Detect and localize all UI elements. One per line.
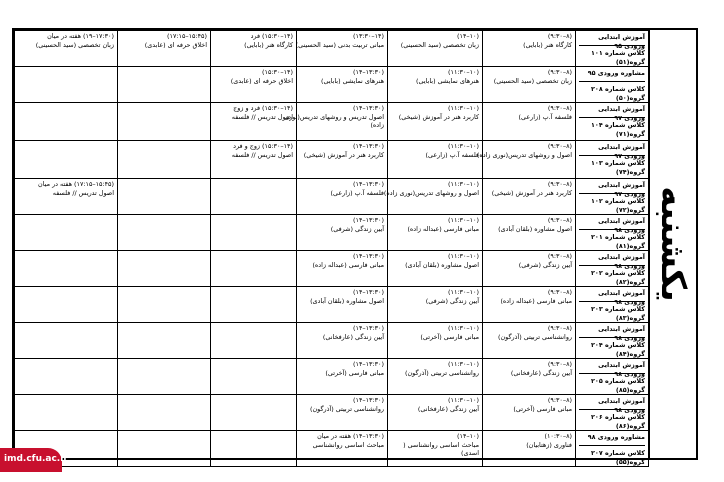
slot-time: (۱۰–۱۱:۳۰) (448, 360, 479, 368)
slot-course: زبان تخصصی (سید الحسینی) (400, 40, 479, 49)
slot-course: کاربرد هنر در آموزش (شیخی) (398, 112, 479, 121)
slot-course: فلسفه آ.پ (زارعی) (330, 188, 384, 197)
slot-course: آیین زندگی (شرفی) (518, 260, 572, 269)
slot-course: هنرهای نمایشی (بابایی) (416, 76, 479, 85)
time-slot-cell (211, 395, 297, 431)
time-slot-cell (388, 215, 483, 251)
schedule-row (15, 67, 649, 103)
time-slot-cell (297, 67, 388, 103)
time-slot-cell (118, 287, 211, 323)
slot-time: (۱۵:۴۵–۱۷:۱۵) (167, 32, 207, 40)
time-slot-cell (483, 395, 576, 431)
slot-time: (۸–۹:۳۰) (547, 216, 572, 224)
slot-course: زبان تخصصی (سید الحسینی) (493, 76, 572, 85)
class-program: آموزش ابتدایی ورودی ۹۸ (579, 215, 645, 230)
schedule-row (15, 251, 649, 287)
schedule-row (15, 215, 649, 251)
time-slot-cell (297, 31, 388, 67)
slot-course: آیین زندگی (عارفخانی) (417, 404, 479, 413)
schedule-table (14, 30, 649, 467)
time-slot-cell (211, 359, 297, 395)
schedule-row (15, 103, 649, 141)
slot-time: (۱۳:۳۰–۱۴) (353, 68, 384, 76)
class-room-group: کلاس شماره ۲۰۳ گروه(۸۳) (591, 305, 645, 322)
time-slot-cell (15, 67, 118, 103)
slot-course: مبانی فارسی (عبداله زاده) (407, 224, 479, 233)
slot-time: (۱۳:۳۰–۱۴) (353, 396, 384, 404)
time-slot-cell (297, 179, 388, 215)
slot-time: (۸–۹:۳۰) (547, 104, 572, 112)
class-program: آموزش ابتدایی ورودی ۹۷ (579, 179, 645, 194)
slot-time: (۱۷:۳۰–۱۹) هفته در میان (47, 32, 114, 40)
class-room-group: کلاس شماره ۱۰۴ گروه(۷۱) (591, 121, 645, 138)
slot-time: (۱۰–۱۱:۳۰) (448, 68, 479, 76)
time-slot-cell (483, 251, 576, 287)
slot-course: روانشناسی تربیتی (آذرگون) (404, 368, 479, 377)
class-program: مشاوره ورودی ۹۸ (579, 431, 645, 446)
time-slot-cell (211, 431, 297, 467)
slot-time: (۱۳:۳۰–۱۴) (353, 104, 384, 112)
schedule-row (15, 323, 649, 359)
time-slot-cell (15, 323, 118, 359)
slot-course: اخلاق حرفه ای (عابدی) (144, 40, 207, 49)
time-slot-cell (118, 141, 211, 179)
class-room-group: کلاس شماره ۱۰۱ گروه(۵۱) (591, 49, 645, 66)
slot-course: اصول و روشهای تدریس(نوری زاده) (383, 188, 479, 197)
slot-time: (۸–۱۰:۳۰) (544, 432, 572, 440)
time-slot-cell (211, 215, 297, 251)
slot-time: (۸–۹:۳۰) (547, 142, 572, 150)
slot-time: (۱۳:۳۰–۱۴) (353, 324, 384, 332)
time-slot-cell (388, 323, 483, 359)
schedule-row (15, 287, 649, 323)
slot-course: مبانی تربیت بدنی (سید الحسینی) (295, 40, 384, 49)
time-slot-cell (388, 431, 483, 467)
slot-time: (۱۰–۱۱:۳۰) (448, 180, 479, 188)
time-slot-cell (483, 323, 576, 359)
class-info-cell (576, 251, 649, 287)
slot-course: آیین زندگی (شرفی) (425, 296, 479, 305)
slot-course: اصول تدریس // فلسفه (231, 150, 293, 159)
class-room-group: کلاس شماره ۲۰۴ گروه(۸۴) (591, 341, 645, 358)
slot-time: (۱۴–۱۳:۳۰) (353, 32, 384, 40)
class-program: آموزش ابتدایی ورودی ۹۸ (579, 395, 645, 410)
slot-course: اصول تدریس و روشهای تدریس(نوری (284, 112, 384, 121)
slot-course: اخلاق حرفه ای (عابدی) (230, 76, 293, 85)
time-slot-cell (297, 395, 388, 431)
time-slot-cell (15, 179, 118, 215)
time-slot-cell (118, 67, 211, 103)
slot-course: فلسفه آ.پ (زارعی) (425, 150, 479, 159)
slot-course: زبان تخصصی (سید الحسینی) (35, 40, 114, 49)
slot-time: (۱۳:۳۰–۱۴) (353, 142, 384, 150)
schedule-row (15, 431, 649, 467)
time-slot-cell (297, 215, 388, 251)
class-info-cell (576, 179, 649, 215)
time-slot-cell (297, 359, 388, 395)
slot-course: کارگاه هنر (بابایی) (244, 40, 293, 49)
time-slot-cell (211, 31, 297, 67)
time-slot-cell (15, 31, 118, 67)
slot-course: هنرهای نمایشی (بابایی) (321, 76, 384, 85)
slot-course: آیین زندگی (شرفی) (330, 224, 384, 233)
class-info-cell (576, 431, 649, 467)
time-slot-cell (211, 287, 297, 323)
time-slot-cell (383, 179, 483, 215)
time-slot-cell (118, 215, 211, 251)
time-slot-cell (15, 141, 118, 179)
slot-course: فناوری (زهتابیان) (526, 440, 572, 449)
time-slot-cell (118, 323, 211, 359)
site-logo[interactable] (0, 448, 68, 472)
time-slot-cell (388, 287, 483, 323)
slot-time: (۱۰–۱۴) (457, 432, 479, 440)
time-slot-cell (118, 395, 211, 431)
class-program: آموزش ابتدایی ورودی ۹۸ (579, 323, 645, 338)
slot-time: (۸–۹:۳۰) (547, 324, 572, 332)
time-slot-cell (211, 67, 297, 103)
slot-time: (۱۰–۱۱:۳۰) (448, 396, 479, 404)
time-slot-cell (211, 323, 297, 359)
slot-course: مبانی فارسی (عبداله زاده) (312, 260, 384, 269)
slot-course: اصول و روشهای تدریس(نوری زاده) (476, 150, 572, 159)
slot-time: (۱۵:۴۵–۱۷:۱۵) هفته در میان (38, 180, 114, 188)
time-slot-cell (15, 395, 118, 431)
time-slot-cell (211, 251, 297, 287)
class-program: آموزش ابتدایی ورودی ۹۷ (579, 141, 645, 156)
class-info-cell (576, 215, 649, 251)
slot-time: (۱۳:۳۰–۱۴) هفته در میان (317, 432, 384, 440)
time-slot-cell (388, 359, 483, 395)
day-band (648, 30, 696, 458)
time-slot-cell (15, 215, 118, 251)
time-slot-cell (388, 67, 483, 103)
slot-course: فلسفه آ.پ (زارعی) (518, 112, 572, 121)
time-slot-cell (118, 179, 211, 215)
time-slot-cell (297, 251, 388, 287)
slot-course: اصول تدریس // فلسفه (52, 188, 114, 197)
slot-time: (۸–۹:۳۰) (547, 32, 572, 40)
day-title: یکشنبه (653, 186, 693, 302)
slot-course: اصول مشاوره (بلقان آبادی) (310, 296, 384, 305)
class-room-group: کلاس شماره ۲۰۸ گروه(۵۰) (591, 85, 645, 102)
schedule-row (15, 395, 649, 431)
time-slot-cell (388, 395, 483, 431)
time-slot-cell (15, 287, 118, 323)
class-info-cell (576, 103, 649, 141)
slot-time: (۱۳:۳۰–۱۴) (353, 216, 384, 224)
time-slot-cell (483, 31, 576, 67)
slot-course: زاده) (370, 121, 384, 129)
schedule-row (15, 359, 649, 395)
class-info-cell (576, 359, 649, 395)
class-program: مشاوره ورودی ۹۵ (579, 67, 645, 82)
time-slot-cell (483, 431, 576, 467)
slot-time: (۱۳:۳۰–۱۴) (353, 180, 384, 188)
class-program: آموزش ابتدایی ورودی ۹۸ (579, 359, 645, 374)
schedule-row (15, 141, 649, 179)
time-slot-cell (483, 359, 576, 395)
schedule-sheet (12, 28, 698, 466)
slot-course: مباحث اساسی روانشناسی (312, 440, 384, 449)
class-room-group: کلاس شماره ۱۰۳ گروه(۷۴) (591, 159, 645, 176)
time-slot-cell (118, 359, 211, 395)
time-slot-cell (297, 287, 388, 323)
slot-time: (۱۰–۱۱:۳۰) (448, 104, 479, 112)
class-info-cell (576, 31, 649, 67)
slot-time: (۸–۹:۳۰) (547, 288, 572, 296)
time-slot-cell (297, 323, 388, 359)
class-info-cell (576, 395, 649, 431)
slot-course: اصول مشاوره (بلقان آبادی) (498, 224, 572, 233)
class-room-group: کلاس شماره ۲۰۵ گروه(۸۵) (591, 377, 645, 394)
slot-course: اسدی) (461, 449, 479, 457)
slot-time: (۱۴–۱۵:۳۰) فرد (250, 32, 293, 40)
slot-time: (۸–۹:۳۰) (547, 68, 572, 76)
slot-time: (۱۴–۱۵:۳۰) زوج و فرد (233, 142, 293, 150)
slot-time: (۱۳:۳۰–۱۴) (353, 252, 384, 260)
slot-time: (۱۴–۱۵:۳۰) فرد و زوج (233, 104, 293, 112)
schedule-row (15, 179, 649, 215)
slot-time: (۸–۹:۳۰) (547, 252, 572, 260)
time-slot-cell (284, 103, 388, 141)
class-room-group: کلاس شماره ۲۰۱ گروه(۸۱) (591, 233, 645, 250)
slot-course: آیین زندگی (عارفخانی) (510, 368, 572, 377)
class-room-group: کلاس شماره ۱۰۲ گروه(۷۲) (591, 197, 645, 214)
class-program: آموزش ابتدایی ورودی ۹۸ (579, 251, 645, 266)
time-slot-cell (211, 141, 297, 179)
time-slot-cell (297, 141, 388, 179)
time-slot-cell (388, 141, 483, 179)
slot-time: (۱۰–۱۱:۳۰) (448, 216, 479, 224)
class-program: آموزش ابتدایی ورودی ۹۷ (579, 103, 645, 118)
time-slot-cell (118, 431, 211, 467)
slot-course: مبانی فارسی (آخرتی) (513, 404, 572, 413)
time-slot-cell (483, 67, 576, 103)
time-slot-cell (483, 103, 576, 141)
slot-course: روانشناسی تربیتی (آذرگون) (309, 404, 384, 413)
slot-course: مباحث اساسی روانشناسی ( (403, 440, 479, 449)
time-slot-cell (211, 179, 297, 215)
class-room-group: کلاس شماره ۲۰۶ گروه(۸۶) (591, 413, 645, 430)
slot-course: مبانی فارسی (عبداله زاده) (500, 296, 572, 305)
time-slot-cell (15, 251, 118, 287)
slot-time: (۱۰–۱۱:۳۰) (448, 324, 479, 332)
time-slot-cell (483, 179, 576, 215)
time-slot-cell (118, 251, 211, 287)
slot-time: (۱۴–۱۵:۳۰) (262, 68, 293, 76)
logo-text: imd.cfu.ac.ir (4, 454, 68, 464)
time-slot-cell (483, 215, 576, 251)
class-info-cell (576, 323, 649, 359)
time-slot-cell (15, 359, 118, 395)
slot-time: (۱۳:۳۰–۱۴) (353, 360, 384, 368)
slot-time: (۸–۹:۳۰) (547, 396, 572, 404)
slot-course: اصول مشاوره (بلقان آبادی) (405, 260, 479, 269)
time-slot-cell (15, 103, 118, 141)
class-info-cell (576, 67, 649, 103)
time-slot-cell (388, 251, 483, 287)
time-slot-cell (388, 31, 483, 67)
time-slot-cell (476, 141, 576, 179)
slot-course: کارگاه هنر (بابایی) (523, 40, 572, 49)
slot-time: (۱۰–۱۱:۳۰) (448, 288, 479, 296)
time-slot-cell (388, 103, 483, 141)
slot-time: (۱۰–۱۴) (457, 32, 479, 40)
time-slot-cell (118, 103, 211, 141)
class-program: آموزش ابتدایی ورودی ۹۸ (579, 287, 645, 302)
slot-course: کاربرد هنر در آموزش (شیخی) (491, 188, 572, 197)
class-room-group: کلاس شماره ۲۰۷ گروه(۵۵) (591, 449, 645, 466)
slot-time: (۸–۹:۳۰) (547, 180, 572, 188)
class-room-group: کلاس شماره ۲۰۲ گروه(۸۲) (591, 269, 645, 286)
slot-course: کاربرد هنر در آموزش (شیخی) (303, 150, 384, 159)
slot-time: (۱۳:۳۰–۱۴) (353, 288, 384, 296)
slot-course: مبانی فارسی (آخرتی) (420, 332, 479, 341)
time-slot-cell (483, 287, 576, 323)
slot-time: (۱۰–۱۱:۳۰) (448, 142, 479, 150)
slot-course: روانشناسی تربیتی (آذرگون) (497, 332, 572, 341)
slot-time: (۱۰–۱۱:۳۰) (448, 252, 479, 260)
time-slot-cell (211, 103, 297, 141)
class-info-cell (576, 141, 649, 179)
slot-time: (۸–۹:۳۰) (547, 360, 572, 368)
slot-course: اصول تدریس // فلسفه (231, 112, 293, 121)
schedule-row (15, 31, 649, 67)
time-slot-cell (118, 31, 211, 67)
slot-course: آیین زندگی (عارفخانی) (322, 332, 384, 341)
class-info-cell (576, 287, 649, 323)
time-slot-cell (297, 431, 388, 467)
slot-course: مبانی فارسی (آخرتی) (325, 368, 384, 377)
class-program: آموزش ابتدایی ورودی ۹۵ (579, 31, 645, 46)
